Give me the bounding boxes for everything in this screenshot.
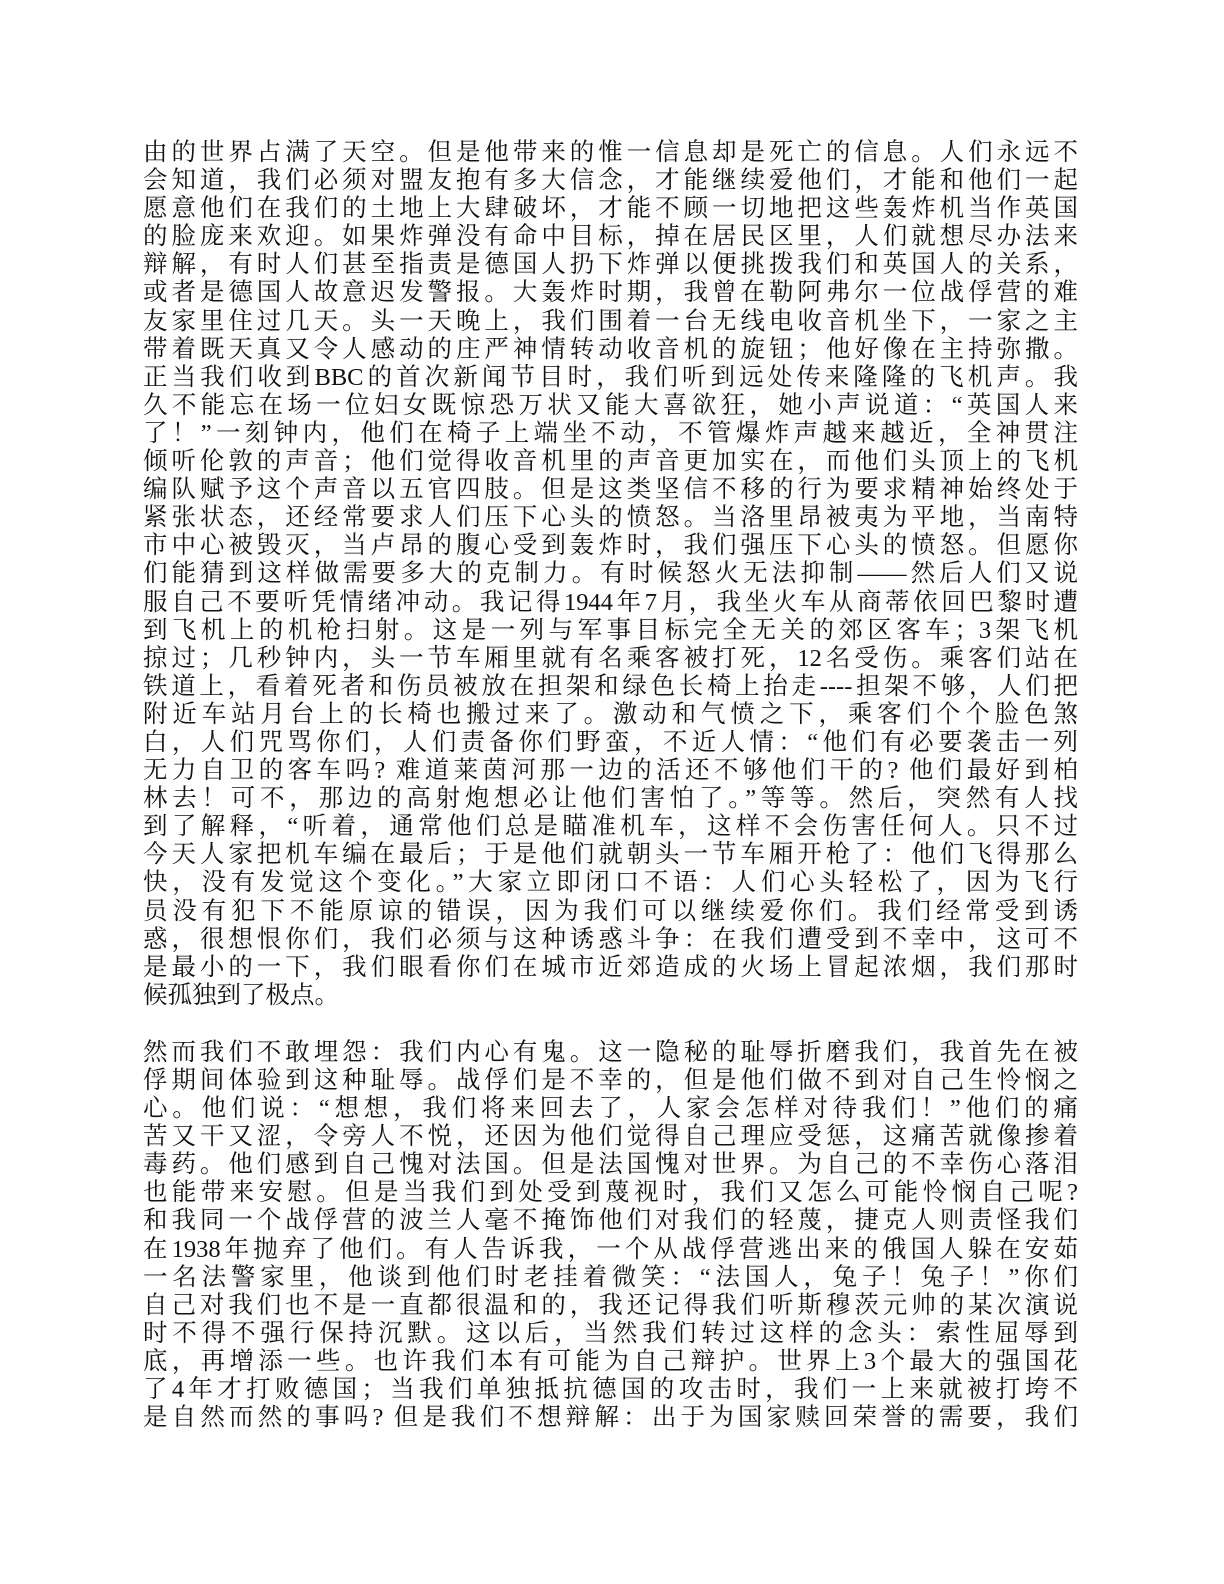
text-block <box>143 139 1078 1432</box>
text-line: 也能带来安慰。但是当我们到处受到蔑视时，我们又怎么可能怜悯自己呢? <box>143 1179 1078 1207</box>
text-line: 到飞机上的机枪扫射。这是一列与军事目标完全无关的郊区客车；3架飞机 <box>143 616 1078 644</box>
text-line: 林去！可不，那边的高射炮想必让他们害怕了。”等等。然后，突然有人找 <box>143 785 1078 813</box>
text-line: 是自然而然的事吗? 但是我们不想辩解：出于为国家赎回荣誉的需要，我们 <box>143 1404 1078 1432</box>
text-line: 愿意他们在我们的土地上大肆破坏，才能不顾一切地把这些轰炸机当作英国 <box>143 195 1078 223</box>
text-line: 员没有犯下不能原谅的错误，因为我们可以继续爱你们。我们经常受到诱 <box>143 897 1078 925</box>
paragraph-2 <box>143 1039 1078 1432</box>
text-line: 掠过；几秒钟内，头一节车厢里就有名乘客被打死，12名受伤。乘客们站在 <box>143 644 1078 672</box>
text-line: 到了解释，“听着，通常他们总是瞄准机车，这样不会伤害任何人。只不过 <box>143 813 1078 841</box>
text-line: 正当我们收到BBC的首次新闻节目时，我们听到远处传来隆隆的飞机声。我 <box>143 363 1078 391</box>
text-line: 了！”一刻钟内，他们在椅子上端坐不动，不管爆炸声越来越近，全神贯注 <box>143 419 1078 447</box>
text-line: 友家里住过几天。头一天晚上，我们围着一台无线电收音机坐下，一家之主 <box>143 307 1078 335</box>
text-line: 辩解，有时人们甚至指责是德国人扔下炸弹以便挑拨我们和英国人的关系， <box>143 251 1078 279</box>
text-line: 了4年才打败德国；当我们单独抵抗德国的攻击时，我们一上来就被打垮不 <box>143 1376 1078 1404</box>
text-line: 底，再增添一些。也许我们本有可能为自己辩护。世界上3个最大的强国花 <box>143 1347 1078 1375</box>
text-line: 久不能忘在场一位妇女既惊恐万状又能大喜欲狂，她小声说道：“英国人来 <box>143 391 1078 419</box>
text-line: 铁道上，看着死者和伤员被放在担架和绿色长椅上抬走----担架不够，人们把 <box>143 672 1078 700</box>
text-line: 今天人家把机车编在最后；于是他们就朝头一节车厢开枪了：他们飞得那么 <box>143 841 1078 869</box>
text-line: 是最小的一下，我们眼看你们在城市近郊造成的火场上冒起浓烟，我们那时 <box>143 953 1078 981</box>
text-line: 在1938年抛弃了他们。有人告诉我，一个从战俘营逃出来的俄国人躲在安茹 <box>143 1235 1078 1263</box>
text-line: 会知道，我们必须对盟友抱有多大信念，才能继续爱他们，才能和他们一起 <box>143 167 1078 195</box>
text-line: 苦又干又涩，令旁人不悦，还因为他们觉得自己理应受惩，这痛苦就像掺着 <box>143 1123 1078 1151</box>
text-line: 和我同一个战俘营的波兰人毫不掩饰他们对我们的轻蔑，捷克人则责怪我们 <box>143 1207 1078 1235</box>
text-line: 时不得不强行保持沉默。这以后，当然我们转过这样的念头：索性屈辱到 <box>143 1319 1078 1347</box>
text-line: 惑，很想恨你们，我们必须与这种诱惑斗争：在我们遭受到不幸中，这可不 <box>143 925 1078 953</box>
text-line: 无力自卫的客车吗? 难道莱茵河那一边的活还不够他们干的? 他们最好到柏 <box>143 757 1078 785</box>
text-line: 然而我们不敢埋怨：我们内心有鬼。这一隐秘的耻辱折磨我们，我首先在被 <box>143 1038 1078 1066</box>
text-line: 们能猜到这样做需要多大的克制力。有时候怒火无法抑制——然后人们又说 <box>143 560 1078 588</box>
text-line: 或者是德国人故意迟发警报。大轰炸时期，我曾在勒阿弗尔一位战俘营的难 <box>143 279 1078 307</box>
text-line: 候孤独到了极点。 <box>143 981 339 1009</box>
text-line: 服自己不要听凭情绪冲动。我记得1944年7月，我坐火车从商蒂依回巴黎时遭 <box>143 588 1078 616</box>
text-line: 市中心被毁灭，当卢昂的腹心受到轰炸时，我们强压下心头的愤怒。但愿你 <box>143 532 1078 560</box>
text-line: 毒药。他们感到自己愧对法国。但是法国愧对世界。为自己的不幸伤心落泪 <box>143 1151 1078 1179</box>
text-line: 附近车站月台上的长椅也搬过来了。激动和气愤之下，乘客们个个脸色煞 <box>143 700 1078 728</box>
text-line: 快，没有发觉这个变化。”大家立即闭口不语：人们心头轻松了，因为飞行 <box>143 869 1078 897</box>
text-line: 心。他们说：“想想，我们将来回去了，人家会怎样对待我们！”他们的痛 <box>143 1095 1078 1123</box>
paragraph-1 <box>143 139 1078 1010</box>
text-line: 编队赋予这个声音以五官四肢。但是这类坚信不移的行为要求精神始终处于 <box>143 476 1078 504</box>
text-line: 的脸庞来欢迎。如果炸弹没有命中目标，掉在居民区里，人们就想尽办法来 <box>143 223 1078 251</box>
text-line: 白，人们咒骂你们，人们责备你们野蛮，不近人情：“他们有必要袭击一列 <box>143 728 1078 756</box>
text-line: 紧张状态，还经常要求人们压下心头的愤怒。当洛里昂被夷为平地，当南特 <box>143 504 1078 532</box>
text-line: 一名法警家里，他谈到他们时老挂着微笑：“法国人，兔子！兔子！”你们 <box>143 1263 1078 1291</box>
text-line: 由的世界占满了天空。但是他带来的惟一信息却是死亡的信息。人们永远不 <box>143 139 1078 166</box>
text-line: 自己对我们也不是一直都很温和的，我还记得我们听斯穆茨元帅的某次演说 <box>143 1291 1078 1319</box>
text-line: 俘期间体验到这种耻辱。战俘们是不幸的，但是他们做不到对自己生怜悯之 <box>143 1067 1078 1094</box>
text-line: 带着既天真又令人感动的庄严神情转动收音机的旋钮；他好像在主持弥撒。 <box>143 335 1078 363</box>
text-line: 倾听伦敦的声音；他们觉得收音机里的声音更加实在，而他们头顶上的飞机 <box>143 448 1078 476</box>
